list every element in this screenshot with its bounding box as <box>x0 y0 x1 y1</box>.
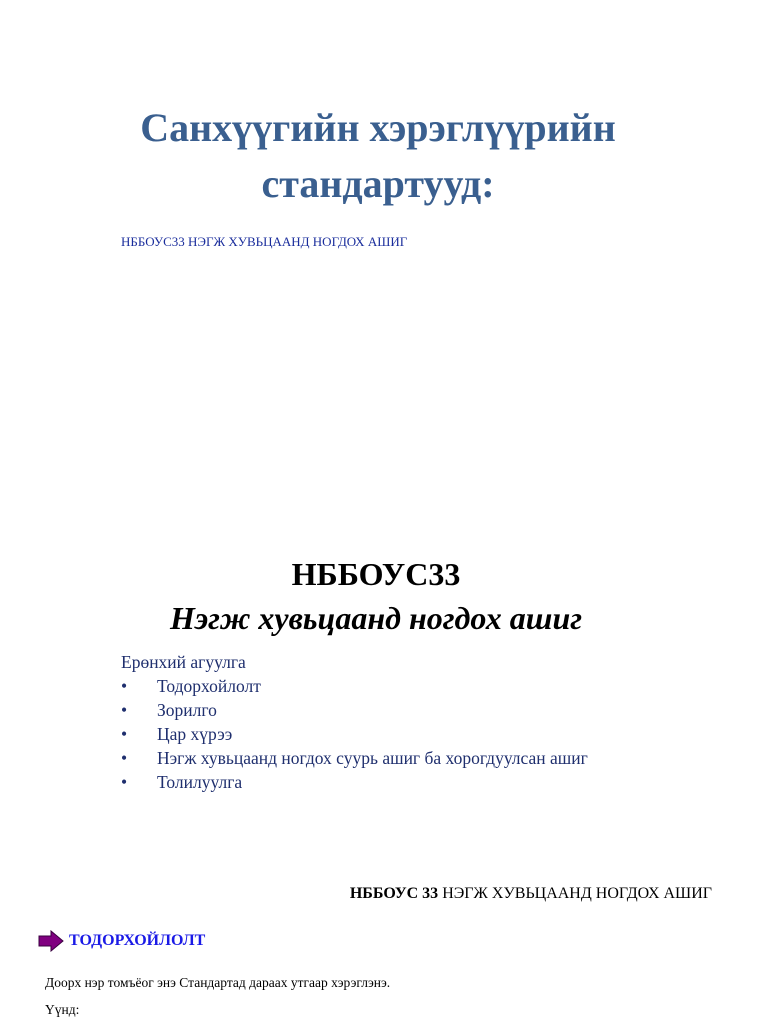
bullet-icon: • <box>121 724 128 744</box>
definition-heading <box>38 930 205 952</box>
bullet-icon: • <box>121 700 128 720</box>
list-item <box>121 674 588 698</box>
contents-heading: Ерөнхий агуулга <box>121 652 246 672</box>
contents-list <box>121 674 588 794</box>
bullet-icon: • <box>121 772 128 792</box>
bullet-icon: • <box>121 748 128 768</box>
list-item-label: Тодорхойлолт <box>157 676 261 696</box>
arrow-right-icon <box>38 930 64 952</box>
contents-block <box>121 650 588 794</box>
list-item-label: Толилуулга <box>157 772 243 792</box>
section-code: НББОУС 33 <box>349 885 439 902</box>
section-title: НЭГЖ ХУВЬЦААНД НОГДОХ АШИГ <box>438 885 712 902</box>
definition-paragraph-2: Үүнд: <box>45 1002 80 1017</box>
main-title <box>0 100 756 212</box>
list-item <box>121 722 588 746</box>
list-item-label: Нэгж хувьцаанд ногдох суурь ашиг ба хорогдуулсан ашиг <box>157 748 588 768</box>
list-item <box>121 698 588 722</box>
definition-paragraph: Доорх нэр томъёог энэ Стандартад дараах утгаар хэрэглэнэ. <box>45 975 391 990</box>
bullet-icon: • <box>121 676 128 696</box>
main-title-line2: стандартууд: <box>261 161 495 206</box>
list-item-label: Зорилго <box>157 700 217 720</box>
list-item <box>121 770 588 794</box>
definition-title: ТОДОРХОЙЛОЛТ <box>69 932 206 949</box>
subtitle: НББОУС33 НЭГЖ ХУВЬЦААНД НОГДОХ АШИГ <box>121 234 408 249</box>
main-title-line1: Санхүүгийн хэрэглүүрийн <box>140 105 616 150</box>
standard-code-title: НББОУС33 <box>291 556 461 592</box>
section-header <box>350 885 712 903</box>
list-item-label: Цар хүрээ <box>157 724 233 744</box>
standard-name-title: Нэгж хувьцаанд ногдох ашиг <box>169 600 583 636</box>
list-item <box>121 746 588 770</box>
